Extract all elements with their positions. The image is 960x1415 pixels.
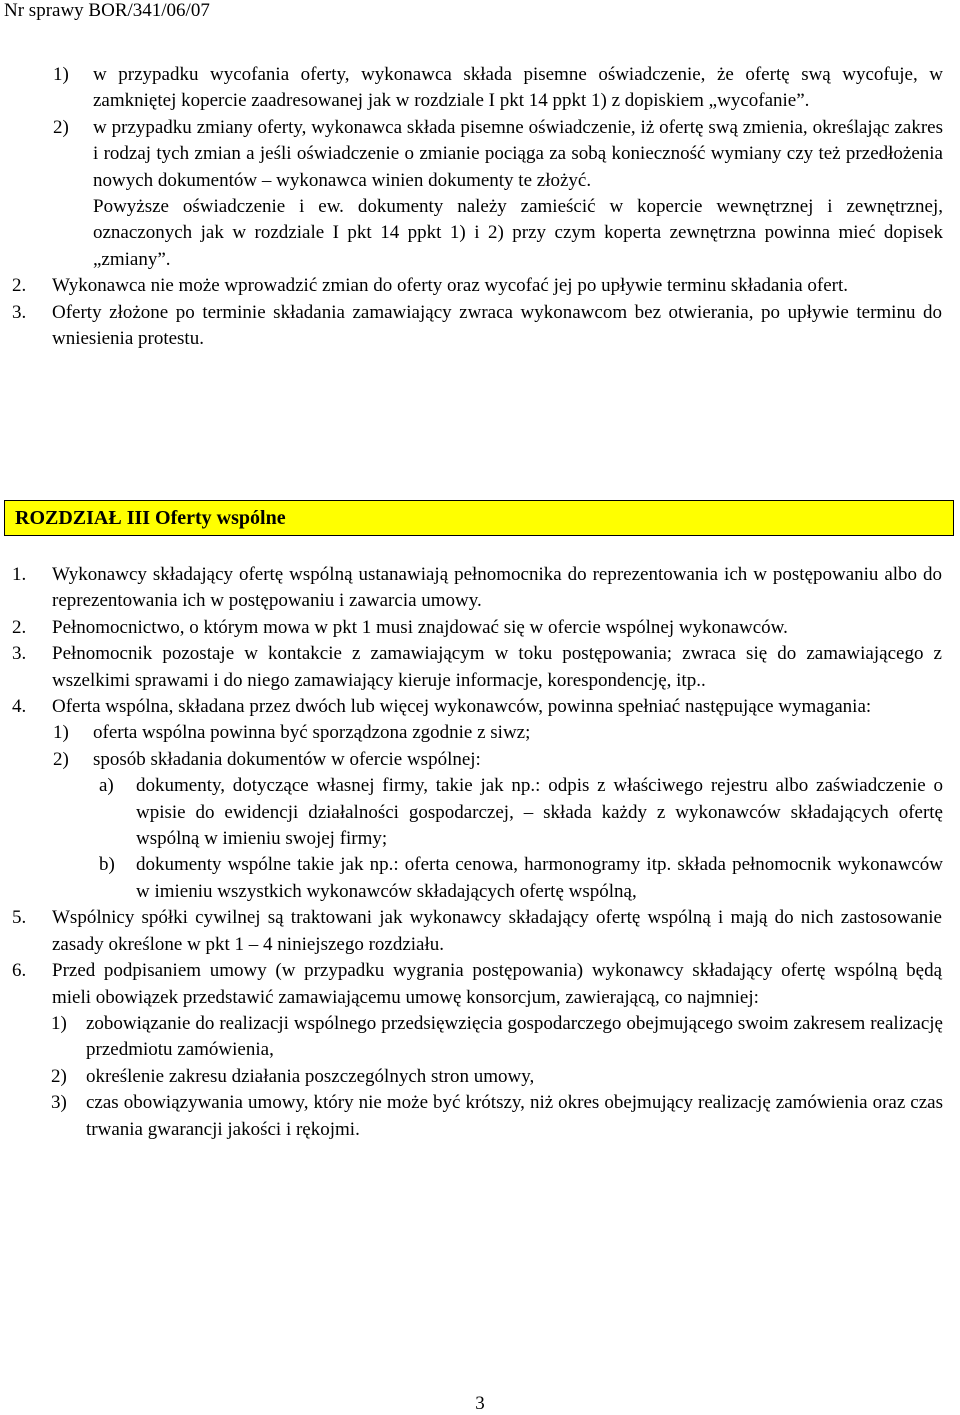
- section-heading-banner: [4, 500, 954, 536]
- joint-offers-section: [0, 562, 960, 1143]
- item-number: 2): [53, 116, 69, 138]
- note-paragraph: Powyższe oświadczenie i ew. dokumenty należy zamieścić w kopercie wewnętrznej i zewnętrznej, oznaczonych jak w rozdziale I pkt 14 ppkt 1) i 2) przy czym koperta zewnętrzna powinna mieć dopisek „zmiany”.: [93, 196, 943, 270]
- item-number: 4.: [12, 696, 27, 718]
- page-number: 3: [475, 1393, 485, 1414]
- sub-list-item: [51, 1064, 943, 1090]
- list-item: [12, 615, 942, 641]
- item-number: 2.: [12, 616, 27, 638]
- item-number: 2.: [12, 275, 27, 297]
- sub-list-item: [51, 1090, 943, 1143]
- list-item: [12, 905, 942, 958]
- case-number-header: Nr sprawy BOR/341/06/07: [4, 0, 210, 21]
- item-text: Pełnomocnik pozostaje w kontakcie z zamawiającym w toku postępowania; zwraca się do zamawiającego z wszelkimi sprawami i do niego zamawiający kieruje informacje, korespondencję, itp..: [52, 643, 942, 691]
- item-text: Oferty złożone po terminie składania zamawiający zwraca wykonawcom bez otwierania, po upływie terminu do wniesienia protestu.: [52, 301, 942, 350]
- sub-sub-list-item: [99, 773, 943, 852]
- item-number: 2): [53, 748, 69, 770]
- item-number: 1): [53, 722, 69, 744]
- item-text: czas obowiązywania umowy, który nie może być krótszy, niż okres obejmujący realizację zamówienia oraz czas trwania gwarancji jakości i rękojmi.: [86, 1092, 943, 1140]
- item-number: 1): [53, 64, 69, 85]
- item-number: 6.: [12, 960, 27, 982]
- item-text: oferta wspólna powinna być sporządzona zgodnie z siwz;: [93, 722, 531, 744]
- item-text: w przypadku wycofania oferty, wykonawca składa pisemne oświadczenie, że ofertę swą wycofuje, w zamkniętej kopercie zaadresowanej jak w rozdziale I pkt 14 ppkt 1) z dopiskiem „wycofanie”.: [93, 64, 943, 112]
- item-number: 1.: [12, 564, 27, 585]
- withdrawal-change-section: [0, 62, 960, 352]
- item-text: Wykonawcy składający ofertę wspólną ustanawiają pełnomocnika do reprezentowania ich w postępowaniu albo do reprezentowania ich w postępowaniu i zawarcia umowy.: [52, 564, 942, 612]
- item-number: 5.: [12, 907, 27, 929]
- section-heading: ROZDZIAŁ III Oferty wspólne: [15, 507, 286, 529]
- item-text: sposób składania dokumentów w ofercie wspólnej:: [93, 748, 481, 770]
- item-text: dokumenty, dotyczące własnej firmy, takie jak np.: odpis z właściwego rejestru albo zaświadczenie o wpisie do ewidencji działalności gospodarczej, – składa każdy z wykonawców składających ofertę wspólną w imieniu swojej firmy;: [136, 775, 943, 850]
- item-number: 2): [51, 1065, 67, 1087]
- sub-list-item: [53, 720, 943, 746]
- item-text: zobowiązanie do realizacji wspólnego przedsięwzięcia gospodarczego obejmującego swoim zakresem realizację przedmiotu zamówienia,: [86, 1012, 943, 1061]
- sub-sub-list-item: [99, 852, 943, 905]
- item-number: 3.: [12, 643, 27, 665]
- sub-list-item: [51, 1011, 943, 1064]
- list-item: [12, 694, 942, 720]
- item-letter: b): [99, 854, 115, 876]
- list-item: [53, 62, 943, 115]
- item-text: Wykonawca nie może wprowadzić zmian do oferty oraz wycofać jej po upływie terminu składania ofert.: [52, 275, 849, 297]
- list-item: [12, 562, 942, 615]
- list-item: [12, 958, 942, 1011]
- item-text: w przypadku zmiany oferty, wykonawca składa pisemne oświadczenie, iż ofertę swą zmienia, określając zakres i rodzaj tych zmian a jeśli oświadczenie o zmianie pociąga za sobą konieczność wymiany czy też przedłożenia nowych dokumentów – wykonawca winien dokumenty te złożyć.: [93, 116, 943, 191]
- item-text: dokumenty wspólne takie jak np.: oferta cenowa, harmonogramy itp. składa pełnomocnik wykonawców w imieniu wszystkich wykonawców składających ofertę wspólną,: [136, 854, 943, 902]
- item-text: Oferta wspólna, składana przez dwóch lub więcej wykonawców, powinna spełniać następujące wymagania:: [52, 696, 872, 718]
- item-number: 3.: [12, 301, 27, 323]
- sub-list-item: [53, 747, 943, 773]
- list-item: [53, 115, 943, 194]
- list-item: [12, 641, 942, 694]
- item-number: 1): [51, 1012, 67, 1034]
- list-item: [12, 273, 942, 299]
- item-number: 3): [51, 1092, 67, 1114]
- item-text: określenie zakresu działania poszczególnych stron umowy,: [86, 1065, 535, 1087]
- item-letter: a): [99, 775, 114, 797]
- list-item: [12, 300, 942, 353]
- item-text: Wspólnicy spółki cywilnej są traktowani jak wykonawcy składający ofertę wspólną i mają do nich zastosowanie zasady określone w pkt 1 – 4 niniejszego rozdziału.: [52, 907, 942, 955]
- item-text: Pełnomocnictwo, o którym mowa w pkt 1 musi znajdować się w ofercie wspólnej wykonawców.: [52, 616, 788, 638]
- item-text: Przed podpisaniem umowy (w przypadku wygrania postępowania) wykonawcy składający ofertę wspólną będą mieli obowiązek przedstawić zamawiającemu umowę konsorcjum, zawierającą, co najmniej:: [52, 960, 942, 1008]
